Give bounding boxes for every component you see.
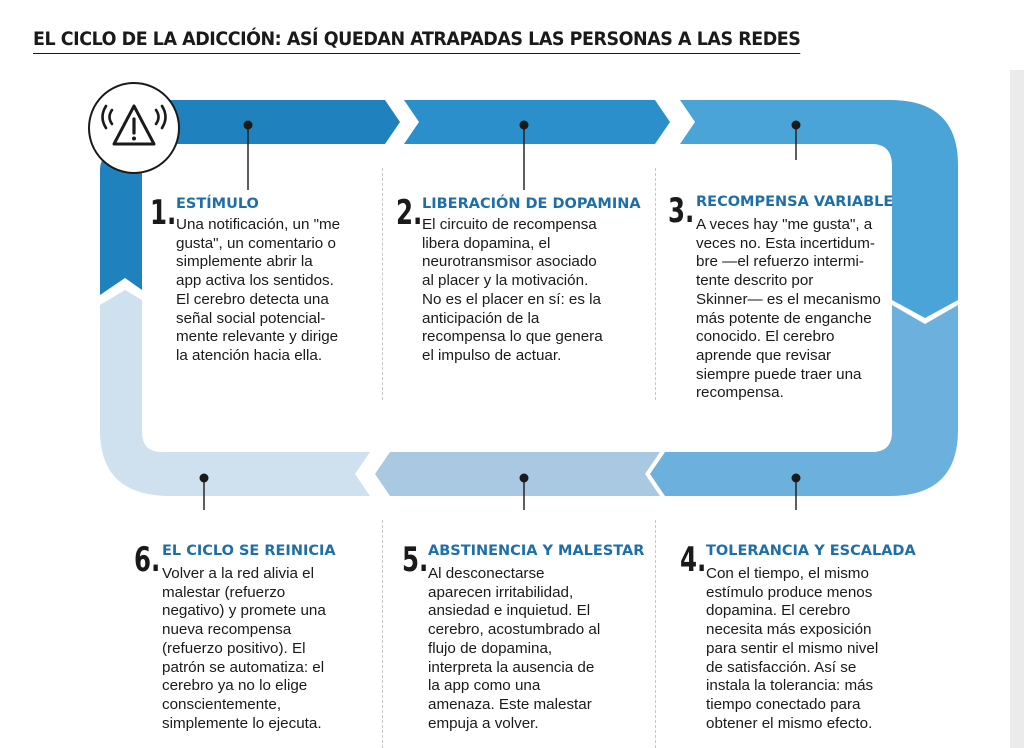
step-2-number: 2. xyxy=(396,193,423,233)
step-2-title: LIBERACIÓN DE DOPAMINA xyxy=(422,196,641,212)
divider-top-1 xyxy=(382,168,383,400)
step-5-number: 5. xyxy=(402,540,429,580)
step-5-title: ABSTINENCIA Y MALESTAR xyxy=(428,543,645,559)
step-2-text: El circuito de recompensa libera dopamina, el neurotransmisor asociado al placer y la motivación. No es el placer en sí: es la anticipación de la recompensa lo que genera el impulso de actuar. xyxy=(422,216,603,364)
cycle-segment-5 xyxy=(375,452,660,496)
step-6-title: EL CICLO SE REINICIA xyxy=(162,543,336,559)
step-5 xyxy=(402,540,652,743)
step-5-text: Al desconectarse aparecen irritabilidad, ansiedad e inquietud. El cerebro, acostumbrado al flujo de dopamina, interpreta la ausencia de la app como una amenaza. Este malestar empuja a volver. xyxy=(428,565,601,732)
warning-badge xyxy=(88,82,180,174)
warning-alert-icon xyxy=(90,84,178,172)
step-6-number: 6. xyxy=(134,540,161,580)
step-4-title: TOLERANCIA Y ESCALADA xyxy=(706,543,916,559)
step-4-text: Con el tiempo, el mismo estímulo produce menos dopamina. El cerebro necesita más exposición para sentir el mismo nivel de satisfacción. Así se instala la tolerancia: más tiempo conectado para obtener el mismo efecto. xyxy=(706,565,879,732)
step-3-text: A veces hay "me gusta", a veces no. Esta incertidum- bre —el refuerzo intermi- tente descrito por Skinner— es el mecanismo más potente de enganche conocido. El cerebro aprende que revisar siempre puede traer una recompensa. xyxy=(696,216,881,402)
step-4 xyxy=(680,540,930,743)
step-1-text: Una notificación, un "me gusta", un comentario o simplemente abrir la app activa los sentidos. El cerebro detecta una señal social potencial- mente relevante y dirige la atención hacia ella. xyxy=(176,216,341,364)
step-3 xyxy=(668,191,918,414)
cycle-segment-2 xyxy=(404,100,670,144)
step-6-text: Volver a la red alivia el malestar (refuerzo negativo) y promete una nueva recompensa (refuerzo positivo). El patrón se automatiza: el cerebro ya no lo elige conscientemente, simplemente lo ejecuta. xyxy=(162,565,326,732)
divider-bottom-2 xyxy=(655,520,656,748)
divider-top-2 xyxy=(655,168,656,400)
step-1-title: ESTÍMULO xyxy=(176,196,259,212)
page-title: EL CICLO DE LA ADICCIÓN: ASÍ QUEDAN ATRAPADAS LAS PERSONAS A LAS REDES xyxy=(33,28,800,54)
cycle-segment-1 xyxy=(150,100,400,144)
step-1 xyxy=(150,193,380,396)
step-1-number: 1. xyxy=(150,193,177,233)
step-6 xyxy=(134,540,374,743)
step-3-title: RECOMPENSA VARIABLE xyxy=(696,194,894,210)
step-4-number: 4. xyxy=(680,540,707,580)
step-3-number: 3. xyxy=(668,191,695,231)
step-2 xyxy=(396,193,651,396)
divider-bottom-1 xyxy=(382,520,383,748)
